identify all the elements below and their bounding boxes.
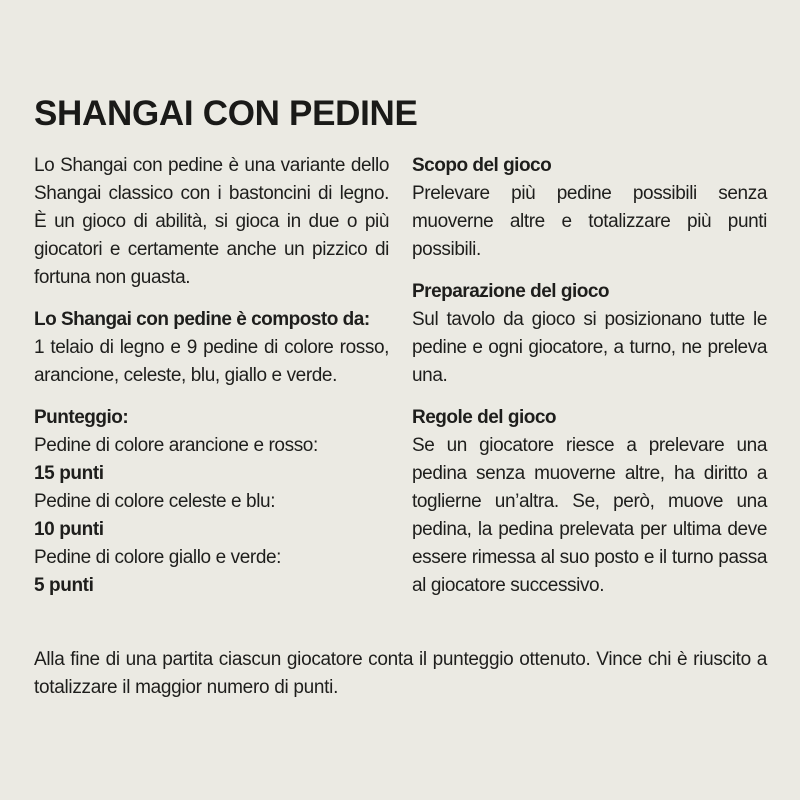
rules-sheet [34, 0, 767, 800]
goal-section [412, 152, 767, 264]
intro-paragraph: Lo Shangai con pedine è una variante dello Shangai classico con i bastoncini di legno. È un gioco di abilità, si gioca in due o più giocatori e certamente anche un pizzico di fortuna non guasta. [34, 155, 389, 288]
goal-heading: Scopo del gioco [412, 155, 552, 176]
setup-heading: Preparazione del gioco [412, 281, 609, 302]
page-title: SHANGAI CON PEDINE [34, 94, 418, 133]
scoring-points: 15 punti [34, 463, 104, 484]
rules-heading: Regole del gioco [412, 407, 557, 428]
rules-text: Se un giocatore riesce a prelevare una pedina senza muoverne altre, ha diritto a toglierne un’altra. Se, però, muove una pedina, la pedina prelevata per ultima deve essere rimessa al suo posto e il turno passa al giocatore successivo. [412, 435, 767, 596]
composition-heading: Lo Shangai con pedine è composto da: [34, 309, 370, 330]
scoring-points: 5 punti [34, 575, 94, 596]
setup-text: Sul tavolo da gioco si posizionano tutte le pedine e ogni giocatore, a turno, ne preleva una. [412, 309, 767, 386]
scoring-label: Pedine di colore arancione e rosso: [34, 435, 318, 456]
scoring-label: Pedine di colore giallo e verde: [34, 547, 282, 568]
setup-section [412, 278, 767, 390]
goal-text: Prelevare più pedine possibili senza muoverne altre e totalizzare più punti possibili. [412, 183, 767, 260]
scoring-label: Pedine di colore celeste e blu: [34, 491, 276, 512]
left-column [34, 152, 389, 600]
composition-text: 1 telaio di legno e 9 pedine di colore rosso, arancione, celeste, blu, giallo e verde. [34, 337, 389, 386]
closing-paragraph: Alla fine di una partita ciascun giocatore conta il punteggio ottenuto. Vince chi è riuscito a totalizzare il maggior numero di punti. [34, 649, 767, 698]
scoring-section [34, 404, 389, 600]
right-column [412, 152, 767, 600]
composition-section [34, 306, 389, 390]
rules-section [412, 404, 767, 600]
scoring-points: 10 punti [34, 519, 104, 540]
scoring-heading: Punteggio: [34, 407, 129, 428]
